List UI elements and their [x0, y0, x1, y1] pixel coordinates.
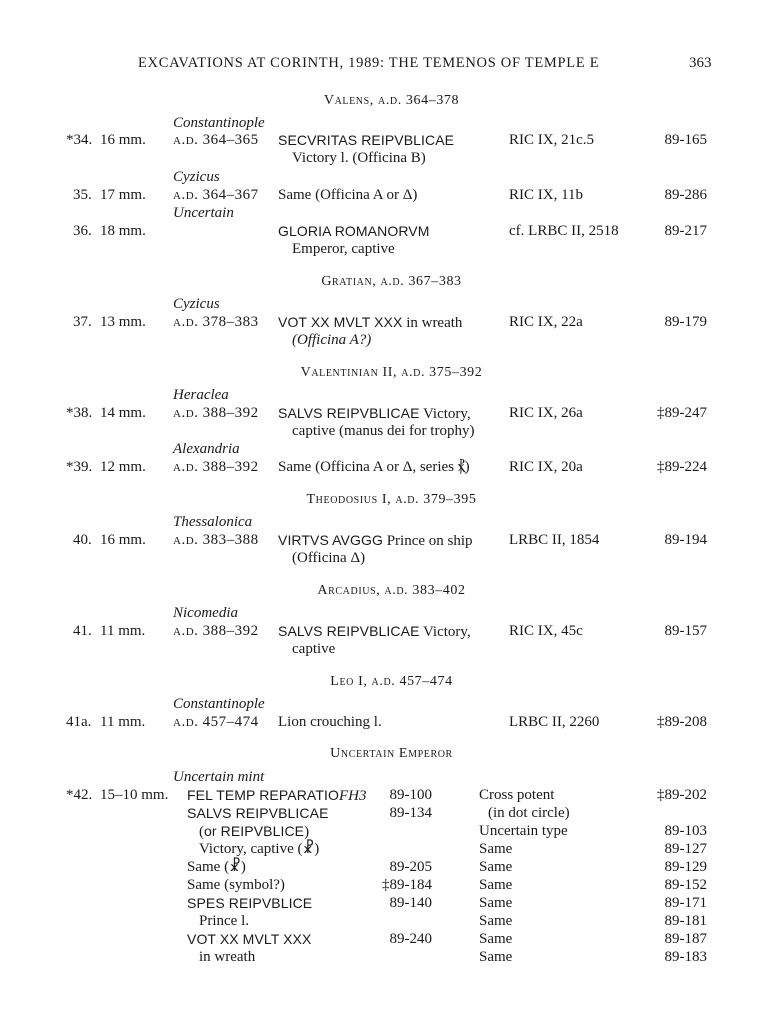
sub-description: Same — [479, 841, 513, 857]
entry-number: 36. — [73, 223, 92, 239]
mint: Heraclea — [173, 387, 229, 403]
reference: LRBC II, 1854 — [509, 532, 600, 548]
sub-row-text: Prince l. — [199, 913, 249, 929]
sub-description: Cross potent — [479, 787, 555, 803]
description: (Officina Δ) — [292, 550, 366, 566]
inventory-number: ‡89-224 — [657, 459, 707, 475]
inventory-number: 89-194 — [664, 532, 707, 548]
date: a.d. 378–383 — [173, 314, 259, 330]
legend: SALVS REIPVBLICAE — [187, 805, 329, 821]
coin-size: 17 mm. — [100, 187, 146, 203]
sub-row — [187, 787, 366, 805]
coin-size: 16 mm. — [100, 532, 146, 548]
legend: SPES REIPVBLICE — [187, 895, 313, 911]
legend: GLORIA ROMANORVM — [278, 223, 430, 239]
sub-description: Same — [479, 949, 513, 965]
legend-variant: or REIPVBLICE — [204, 823, 305, 839]
sub-description: Uncertain type — [479, 823, 568, 839]
sub-inventory: 89-183 — [664, 949, 707, 965]
date: a.d. 388–392 — [173, 405, 259, 421]
reference: cf. LRBC II, 2518 — [509, 223, 619, 239]
description: (Officina A?) — [292, 332, 372, 348]
entry-number: *39. — [66, 459, 93, 475]
sub-inventory: 89-140 — [389, 895, 432, 911]
section-header-gratian: Gratian, a.d. 367–383 — [321, 274, 462, 289]
sub-description: (in dot circle) — [488, 805, 570, 821]
legend: VIRTVS AVGGG — [278, 532, 383, 548]
legend: VOT XX MVLT XXX — [278, 314, 403, 330]
sub-row-text: Victory, captive (☧) — [199, 841, 320, 857]
entry-number: *42. — [66, 787, 93, 803]
inventory-number: 89-286 — [664, 187, 707, 203]
sub-inventory: 89-103 — [664, 823, 707, 839]
inventory-number: 89-165 — [664, 132, 707, 148]
legend: SALVS REIPVBLICAE — [278, 623, 420, 639]
reference: RIC IX, 22a — [509, 314, 583, 330]
sub-inventory: ‡89-202 — [657, 787, 707, 803]
legend: SECVRITAS REIPVBLICAE — [278, 132, 455, 148]
sub-inventory: 89-205 — [389, 859, 432, 875]
sub-description: Same — [479, 931, 513, 947]
sub-row-text: Same (☧) — [187, 859, 246, 875]
sub-inventory: 89-127 — [664, 841, 707, 857]
legend-line — [278, 532, 473, 550]
coin-size: 15–10 mm. — [100, 787, 169, 803]
entry-number: 37. — [73, 314, 92, 330]
entry-number: 40. — [73, 532, 92, 548]
section-header-arcadius: Arcadius, a.d. 383–402 — [317, 583, 466, 598]
mint: Constantinople — [173, 115, 265, 131]
section-header-valentinian: Valentinian II, a.d. 375–392 — [300, 365, 483, 380]
sub-inventory: ‡89-184 — [382, 877, 432, 893]
mint: Thessalonica — [173, 514, 253, 530]
sub-inventory: 89-152 — [664, 877, 707, 893]
section-header-theodosius: Theodosius I, a.d. 379–395 — [306, 492, 477, 507]
mint: Constantinople — [173, 696, 265, 712]
sub-row-text: in wreath — [199, 949, 256, 965]
legend: FEL TEMP REPARATIO — [187, 787, 339, 803]
reference: RIC IX, 21c.5 — [509, 132, 594, 148]
mint: Cyzicus — [173, 296, 220, 312]
date: a.d. 388–392 — [173, 623, 259, 639]
description-inline: in wreath — [406, 315, 463, 331]
legend-line — [278, 405, 471, 423]
section-header-leo: Leo I, a.d. 457–474 — [330, 674, 453, 689]
mint: Uncertain — [173, 205, 234, 221]
sub-inventory: 89-181 — [664, 913, 707, 929]
coin-size: 11 mm. — [100, 623, 146, 639]
description: captive (manus dei for trophy) — [292, 423, 475, 439]
inventory-number: ‡89-208 — [657, 714, 707, 730]
sub-inventory: 89-134 — [389, 805, 432, 821]
coin-size: 14 mm. — [100, 405, 146, 421]
date: a.d. 364–365 — [173, 132, 259, 148]
sub-description: Same — [479, 859, 513, 875]
description-inline: Victory, — [423, 624, 471, 640]
sub-inventory: 89-129 — [664, 859, 707, 875]
inventory-number: 89-217 — [664, 223, 707, 239]
sub-inventory: 89-240 — [389, 931, 432, 947]
sub-row-text: (or REIPVBLICE) — [199, 823, 310, 840]
inventory-number: ‡89-247 — [657, 405, 707, 421]
mint-mark: FH3 — [338, 788, 367, 804]
description: Lion crouching l. — [278, 714, 382, 730]
sub-description: Same — [479, 913, 513, 929]
description: Same (Officina A or Δ, series ⳩) — [278, 459, 470, 475]
coin-size: 11 mm. — [100, 714, 146, 730]
description: Emperor, captive — [292, 241, 395, 257]
section-header-uncertain: Uncertain Emperor — [330, 746, 453, 761]
running-head-title: EXCAVATIONS AT CORINTH, 1989: THE TEMENOS OF TEMPLE E — [138, 55, 600, 71]
sub-inventory: 89-187 — [664, 931, 707, 947]
date: a.d. 364–367 — [173, 187, 259, 203]
reference: RIC IX, 45c — [509, 623, 583, 639]
sub-inventory: 89-100 — [389, 787, 432, 803]
mint: Nicomedia — [173, 605, 238, 621]
reference: RIC IX, 20a — [509, 459, 583, 475]
mint: Uncertain mint — [173, 769, 265, 785]
coin-size: 13 mm. — [100, 314, 146, 330]
sub-description: Same — [479, 895, 513, 911]
sub-inventory: 89-171 — [664, 895, 707, 911]
entry-number: *38. — [66, 405, 93, 421]
entry-number: 41. — [73, 623, 92, 639]
date: a.d. 383–388 — [173, 532, 259, 548]
reference: RIC IX, 11b — [509, 187, 584, 203]
coin-size: 12 mm. — [100, 459, 146, 475]
entry-number: 35. — [73, 187, 92, 203]
legend-line — [278, 314, 462, 332]
sub-row-text: Same (symbol?) — [187, 877, 285, 893]
description: Same (Officina A or Δ) — [278, 187, 418, 203]
description-inline: Prince on ship — [386, 533, 473, 549]
description: captive — [292, 641, 336, 657]
page-number: 363 — [689, 55, 712, 71]
legend: VOT XX MVLT XXX — [187, 931, 312, 947]
date: a.d. 388–392 — [173, 459, 259, 475]
sub-description: Same — [479, 877, 513, 893]
mint: Cyzicus — [173, 169, 220, 185]
reference: LRBC II, 2260 — [509, 714, 600, 730]
section-header-valens: Valens, a.d. 364–378 — [323, 93, 460, 108]
date: a.d. 457–474 — [173, 714, 259, 730]
mint: Alexandria — [173, 441, 240, 457]
reference: RIC IX, 26a — [509, 405, 583, 421]
description: Victory l. (Officina B) — [292, 150, 426, 166]
inventory-number: 89-157 — [664, 623, 707, 639]
entry-number: *34. — [66, 132, 93, 148]
legend: SALVS REIPVBLICAE — [278, 405, 420, 421]
inventory-number: 89-179 — [664, 314, 707, 330]
coin-size: 16 mm. — [100, 132, 146, 148]
coin-size: 18 mm. — [100, 223, 146, 239]
description-inline: Victory, — [423, 406, 471, 422]
legend-line — [278, 623, 471, 641]
entry-number: 41a. — [66, 714, 92, 730]
